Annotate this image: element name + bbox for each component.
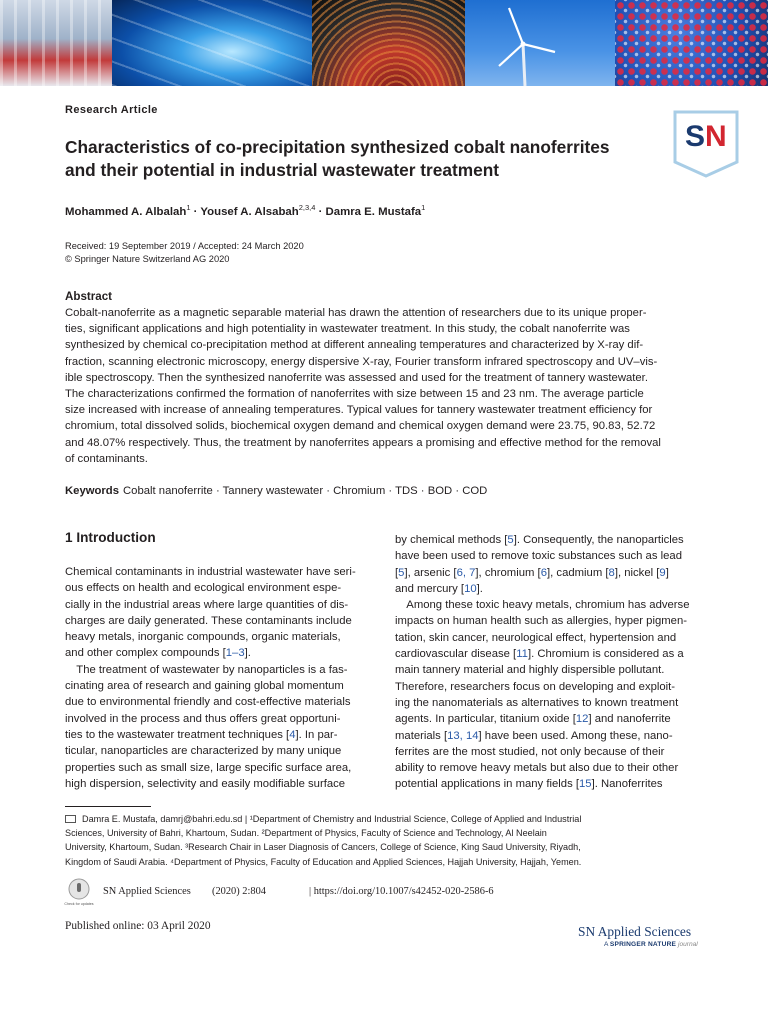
- citation-link[interactable]: 1–3: [225, 647, 245, 660]
- abstract-heading: Abstract: [65, 290, 113, 303]
- body-text-line: agents. In particular, titanium oxide [12] and nanoferrite: [395, 713, 671, 726]
- banner-image-test-tubes: [0, 0, 112, 86]
- published-date: Published online: 03 April 2020: [65, 920, 211, 932]
- svg-text:Check for updates: Check for updates: [64, 902, 94, 906]
- footnote-line: Kingdom of Saudi Arabia. ⁴Department of Physics, Faculty of Education and Applied Sciences, Hajjah University, Hajjah, Yemen.: [65, 856, 582, 867]
- footnote-line: Damra E. Mustafa, damrj@bahri.edu.sd | ¹Department of Chemistry and Industrial Science, College of Applied and Industrial: [65, 812, 705, 826]
- body-text-line: impacts on human health such as allergies, hyper pigmen-: [395, 615, 687, 628]
- article-dates: [65, 240, 304, 266]
- body-text-line: ous effects on health and ecological environment espe-: [65, 582, 342, 595]
- abstract-line: ible spectroscopy. Then the synthesized nanoferrite was assessed and used for the treatment of tannery wastewater.: [65, 371, 648, 384]
- abstract-line: chromium, total dissolved solids, biochemical oxygen demand and chemical oxygen demand were 23.75, 90.83, 52.72: [65, 420, 656, 433]
- title-line: and their potential in industrial wastewater treatment: [65, 160, 500, 180]
- doi-text[interactable]: https://doi.org/10.1007/s42452-020-2586-6: [313, 886, 494, 897]
- affiliations-footnote: [65, 812, 705, 869]
- body-text-line: properties such as small size, large specific surface area,: [65, 761, 352, 774]
- citation-link[interactable]: 8: [608, 566, 615, 579]
- keywords-label: Keywords: [65, 485, 119, 497]
- body-text-line: tation, skin cancer, neurological effect, hypertension and: [395, 631, 677, 644]
- body-text-line: Chemical contaminants in industrial wastewater have seri-: [65, 566, 356, 578]
- body-column-right: [395, 532, 705, 793]
- keywords-list: Cobalt nanoferrite · Tannery wastewater · Chromium · TDS · BOD · COD: [123, 485, 488, 497]
- author-name[interactable]: Yousef A. Alsabah: [200, 206, 299, 218]
- footnote-line: University, Khartoum, Sudan. ³Research Chair in Laser Diagnosis of Cancers, College of Science, King Saud University, Riyadh,: [65, 842, 581, 853]
- check-for-updates-icon[interactable]: [66, 878, 92, 908]
- body-text-line: ticular, nanoparticles are characterized by many unique: [65, 745, 342, 758]
- body-text-line: high dispersion, selectivity and easily modifiable surface: [65, 777, 346, 790]
- body-text-line: involved in the process and thus offers great opportuni-: [65, 712, 341, 725]
- body-text-line: cinating area of research and gaining global momentum: [65, 680, 344, 693]
- banner-image-molecules: [615, 0, 768, 86]
- body-text-line: Among these toxic heavy metals, chromium has adverse: [395, 599, 690, 612]
- body-text-line: due to environmental friendly and cost-effective materials: [65, 696, 351, 709]
- body-text-line: ability to remove heavy metals but also due to their other: [395, 762, 679, 775]
- citation-link[interactable]: 9: [659, 566, 666, 579]
- body-text-line: ferrites are the most studied, not only because of their: [395, 745, 665, 758]
- citation-link[interactable]: 11: [516, 648, 528, 661]
- banner-image-blue-light: [112, 0, 312, 86]
- body-text-line: heavy metals, inorganic compounds, organic materials,: [65, 631, 341, 644]
- author-affiliation: 1: [186, 203, 191, 212]
- envelope-icon: [65, 815, 76, 823]
- svg-text:S: S: [685, 120, 706, 153]
- author-name[interactable]: Mohammed A. Albalah: [65, 206, 187, 218]
- journal-name: SN Applied Sciences: [578, 924, 692, 939]
- wind-turbine-icon: [465, 0, 615, 86]
- abstract-body: [65, 305, 705, 467]
- abstract-line: ties, significant applications and high potentiality in wastewater treatment. In this study, the cobalt nanoferrite was: [65, 323, 630, 336]
- banner-image-wind-turbine: [465, 0, 615, 86]
- copyright-notice: © Springer Nature Switzerland AG 2020: [65, 254, 230, 264]
- body-text-line: materials [13, 14] have been used. Among these, nano-: [395, 729, 673, 742]
- header-banner: [0, 0, 768, 86]
- citation-link[interactable]: 6: [540, 566, 547, 579]
- body-text-line: and mercury [10].: [395, 582, 483, 595]
- banner-image-coil: [312, 0, 465, 86]
- citation-link[interactable]: 13, 14: [447, 729, 479, 742]
- body-text-line: ties to the wastewater treatment techniques [4]. In par-: [65, 728, 338, 741]
- publisher-line: [604, 941, 698, 948]
- keywords: [65, 485, 487, 497]
- citation-link[interactable]: 5: [507, 534, 514, 546]
- article-type-label: Research Article: [65, 104, 158, 116]
- body-text-line: and other complex compounds [1–3].: [65, 647, 251, 660]
- body-text-line: Therefore, researchers focus on developing and exploit-: [395, 680, 676, 693]
- body-text-line: cardiovascular disease [11]. Chromium is considered as a: [395, 648, 684, 661]
- body-text-line: by chemical methods [5]. Consequently, the nanoparticles: [395, 534, 684, 546]
- footnote-divider: [65, 806, 151, 807]
- title-line: Characteristics of co-precipitation synthesized cobalt nanoferrites: [65, 137, 610, 157]
- citation-link[interactable]: 6, 7: [456, 566, 476, 579]
- body-column-left: [65, 564, 375, 792]
- received-accepted: Received: 19 September 2019 / Accepted: 24 March 2020: [65, 241, 304, 251]
- author-affiliation: 1: [421, 203, 426, 212]
- citation-link[interactable]: 4: [289, 728, 296, 741]
- abstract-line: Cobalt-nanoferrite as a magnetic separable material has drawn the attention of researchers due to its unique proper-: [65, 307, 647, 319]
- body-text-line: ing the nanomaterials as alternatives to known treatment: [395, 696, 679, 709]
- publisher-brand: SPRINGER NATURE: [609, 941, 677, 948]
- body-text-line: have been used to remove toxic substances such as lead: [395, 550, 682, 563]
- author-name[interactable]: Damra E. Mustafa: [325, 206, 422, 218]
- author-affiliation: 2,3,4: [298, 203, 316, 212]
- footnote-line: Sciences, University of Bahri, Khartoum, Sudan. ²Department of Physics, Faculty of Science and Technology, Al Neelain: [65, 828, 547, 839]
- publisher-prefix: A: [604, 941, 610, 948]
- abstract-line: The characterizations confirmed the formation of nanoferrites with size between 15 and 23 nm. The average particle: [65, 388, 644, 401]
- citation-link[interactable]: 12: [575, 713, 589, 726]
- abstract-line: of contaminants.: [65, 452, 148, 465]
- publisher-suffix: journal: [676, 941, 698, 948]
- abstract-line: synthesized by chemical co-precipitation method at different annealing temperatures and characterized by X-ray dif-: [65, 339, 644, 352]
- author-list: Mohammed A. Albalah$^1$ · Yousef A. Alsabah$^{2,3,4}$ · Damra E. Mustafa$^1$: [65, 203, 426, 218]
- citation: (2020) 2:804: [212, 886, 266, 897]
- abstract-line: and 48.07% respectively. Thus, the treatment by nanoferrites appears a promising and effective method for the removal: [65, 436, 661, 449]
- article-title: [65, 136, 665, 182]
- doi-link[interactable]: | https://doi.org/10.1007/s42452-020-2586-6: [309, 886, 494, 897]
- sn-journal-logo: [671, 108, 741, 178]
- journal-short-name: SN Applied Sciences: [103, 886, 191, 897]
- body-text-line: charges are daily generated. These contaminants include: [65, 614, 352, 627]
- citation-link[interactable]: 5: [398, 566, 405, 579]
- citation-link[interactable]: 15: [579, 778, 592, 791]
- body-text-line: cially in the industrial areas where large quantities of dis-: [65, 598, 349, 611]
- abstract-line: fraction, scanning electronic microscopy, energy dispersive X-ray, Fourier transform infrared spectroscopy and UV–vis-: [65, 355, 658, 368]
- body-text-line: main tannery material and highly dispersible pollutant.: [395, 664, 665, 677]
- abstract-line: size increased with increase of annealing temperatures. Typical values for tannery wastewater treatment efficiency for: [65, 404, 653, 417]
- citation-link[interactable]: 10: [464, 582, 477, 595]
- body-text-line: [5], arsenic [6, 7], chromium [6], cadmium [8], nickel [9]: [395, 566, 669, 579]
- section-heading-introduction: 1 Introduction: [65, 530, 156, 545]
- body-text-line: The treatment of wastewater by nanoparticles is a fas-: [65, 663, 348, 676]
- svg-text:N: N: [705, 120, 727, 153]
- body-text-line: potential applications in many fields [15]. Nanoferrites: [395, 778, 663, 791]
